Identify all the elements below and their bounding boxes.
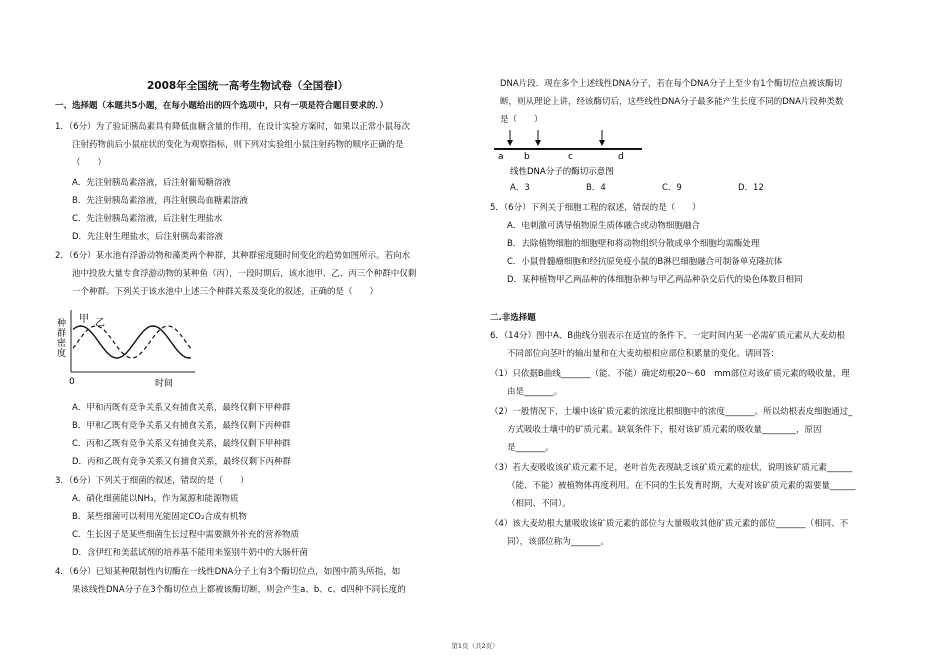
q4-option-b: B．4	[586, 183, 606, 193]
q4-line-1: 4．（6分）已知某种限制性内切酶在一线性DNA分子上有3个酶切位点，如图中箭头所指，如	[55, 567, 401, 577]
q6-part-4a: （4）该大麦幼根大量吸收该矿质元素的部位与大量吸收其他矿质元素的部位_______（相同、不	[490, 519, 849, 529]
q4-cont-3: 是（ ）	[500, 115, 543, 125]
q1-line-1: 1．（6分）为了验证胰岛素具有降低血糖含量的作用，在设计实验方案时，如果以正常小鼠每次	[55, 122, 411, 132]
q4-option-a: A．3	[510, 183, 530, 193]
q3-line: 3．（6分）下列关于细菌的叙述，错误的是（ ）	[55, 476, 249, 486]
q2-option-d: D．丙和乙既有竞争关系又有捕食关系，最终仅剩下丙种群	[72, 457, 292, 467]
q2-line-1: 2．（6分）某水池有浮游动物和藻类两个种群，其种群密度随时间变化的趋势如图所示。若向水	[55, 251, 411, 261]
graph-ylabel-4: 度	[57, 349, 67, 359]
q3-option-a: A．硝化细菌能以NH₃，作为氮源和能源物质	[72, 494, 239, 504]
graph-xlabel: 时间	[155, 379, 174, 389]
cut-arrowhead-3	[599, 140, 605, 146]
q3-option-c: C．生长因子是某些细菌生长过程中需要额外补充的营养物质	[72, 530, 299, 540]
segment-label-a: a	[498, 152, 504, 162]
q6-part-3c: （相同、不同）。	[507, 499, 571, 509]
segment-label-d: d	[618, 152, 624, 162]
q1-line-2: 注射药物前后小鼠症状的变化为观察指标，则下列对实验组小鼠注射药物的顺序正确的是	[72, 140, 404, 150]
q6-line-1: 6．（14分）图中A、B曲线分别表示在适宜的条件下，一定时间内某一必需矿质元素从大麦幼根	[490, 331, 846, 341]
graph-ylabel-1: 种	[57, 319, 67, 329]
section1-heading: 一、选择题（本题共5小题，在每小题给出的四个选项中，只有一项是符合题目要求的．）	[55, 101, 389, 111]
segment-label-b: b	[524, 152, 530, 162]
q6-part-1b: 由是_______。	[507, 387, 563, 397]
cut-arrowhead-1	[507, 140, 513, 146]
segment-label-c: c	[568, 152, 573, 162]
q2-option-b: B．甲和乙既有竞争关系又有捕食关系，最终仅剩下丙种群	[72, 421, 291, 431]
q6-part-3a: （3）若大麦吸收该矿质元素不足，老叶首先表现缺乏该矿质元素的症状，说明该矿质元素______	[490, 463, 853, 473]
q6-part-3b: （能、不能）被植物体再度利用。在不同的生长发育时期，大麦对该矿质元素的需要量______	[507, 481, 856, 491]
q6-part-2c: 是_______。	[507, 443, 554, 453]
q6-line-2: 不同部位向茎叶的输出量和在大麦幼根相应部位积累量的变化。请回答：	[507, 349, 780, 359]
q4-line-2: 果该线性DNA分子在3个酶切位点上都被该酶切断，则会产生a、b、c、d四种不同长度的	[72, 585, 406, 595]
q3-option-d: D．含伊红和美蓝试剂的培养基不能用来鉴别牛奶中的大肠杆菌	[72, 548, 309, 558]
q5-option-a: A．电刺激可诱导植物原生质体融合或动物细胞融合	[507, 221, 700, 231]
cut-arrowhead-2	[535, 140, 541, 146]
graph-series-jia: 甲	[79, 314, 89, 325]
q6-part-2b: 方式吸收土壤中的矿质元素。缺氧条件下，根对该矿质元素的吸收量________，原因	[507, 425, 822, 435]
page-title: 2008年全国统一高考生物试卷（全国卷Ⅰ）	[147, 80, 349, 92]
q5-option-c: C．小鼠骨髓瘤细胞和经抗原免疫小鼠的B淋巴细胞融合可制备单克隆抗体	[507, 257, 783, 267]
q2-line-2: 池中投放大量专食浮游动物的某种鱼（丙），一段时期后，该水池甲、乙、丙三个种群中仅剩	[72, 269, 417, 279]
section2-heading: 二.非选择题	[490, 313, 536, 323]
q6-part-4b: 同），该部位称为_______。	[507, 537, 610, 547]
curve-jia	[73, 326, 191, 358]
q1-option-b: B．先注射胰岛素溶液，再注射胰岛血糖素溶液	[72, 196, 248, 206]
dna-cut-diagram	[490, 128, 650, 180]
graph-ylabel-2: 群	[57, 329, 67, 339]
q2-line-3: 一个种群。下列关于该水池中上述三个种群关系及变化的叙述，正确的是（ ）	[72, 287, 379, 297]
graph-origin: 0	[69, 377, 75, 387]
graph-series-yi: 乙	[95, 318, 105, 329]
q1-line-3: （ ）	[72, 158, 107, 168]
q5-line: 5．（6分）下列关于细胞工程的叙述，错误的是（ ）	[490, 203, 701, 213]
graph-ylabel-3: 密	[57, 339, 67, 349]
q4-cont-2: 断，则从理论上讲，经该酶切后，这些线性DNA分子最多能产生长度不同的DNA片段种类数	[500, 97, 844, 107]
diagram-caption: 线性DNA分子的酶切示意图	[510, 167, 614, 177]
q1-option-c: C．先注射胰岛素溶液，后注射生理盐水	[72, 214, 223, 224]
page-footer: 第1页（共2页）	[451, 642, 499, 650]
q4-option-d: D．12	[738, 183, 764, 193]
q1-option-a: A．先注射胰岛素溶液，后注射葡萄糖溶液	[72, 178, 231, 188]
q2-option-a: A．甲和丙既有竞争关系又有捕食关系，最终仅剩下甲种群	[72, 403, 291, 413]
q3-option-b: B．某些细菌可以利用光能固定CO₂合成有机物	[72, 512, 247, 522]
q5-option-b: B．去除植物细胞的细胞壁和将动物组织分散成单个细胞均需酶处理	[507, 239, 760, 249]
q6-part-1a: （1）只依据B曲线_______（能、不能）确定幼根20～60 mm部位对该矿质元素的吸收量，理	[490, 369, 850, 379]
q2-option-c: C．丙和乙既有竞争关系又有捕食关系，最终仅剩下甲种群	[72, 439, 291, 449]
q4-option-c: C．9	[662, 183, 682, 193]
q1-option-d: D．先注射生理盐水，后注射胰岛素溶液	[72, 232, 224, 242]
q6-part-2a: （2）一般情况下，土壤中该矿质元素的浓度比根细胞中的浓度_______。所以幼根表皮细胞通过_	[490, 407, 853, 417]
q4-cont-1: DNA片段．现在多个上述线性DNA分子，若在每个DNA分子上至少有1个酶切位点被该酶切	[500, 79, 843, 89]
q5-option-d: D．某种植物甲乙两品种的体细胞杂种与甲乙两品种杂交后代的染色体数目相同	[507, 275, 803, 285]
